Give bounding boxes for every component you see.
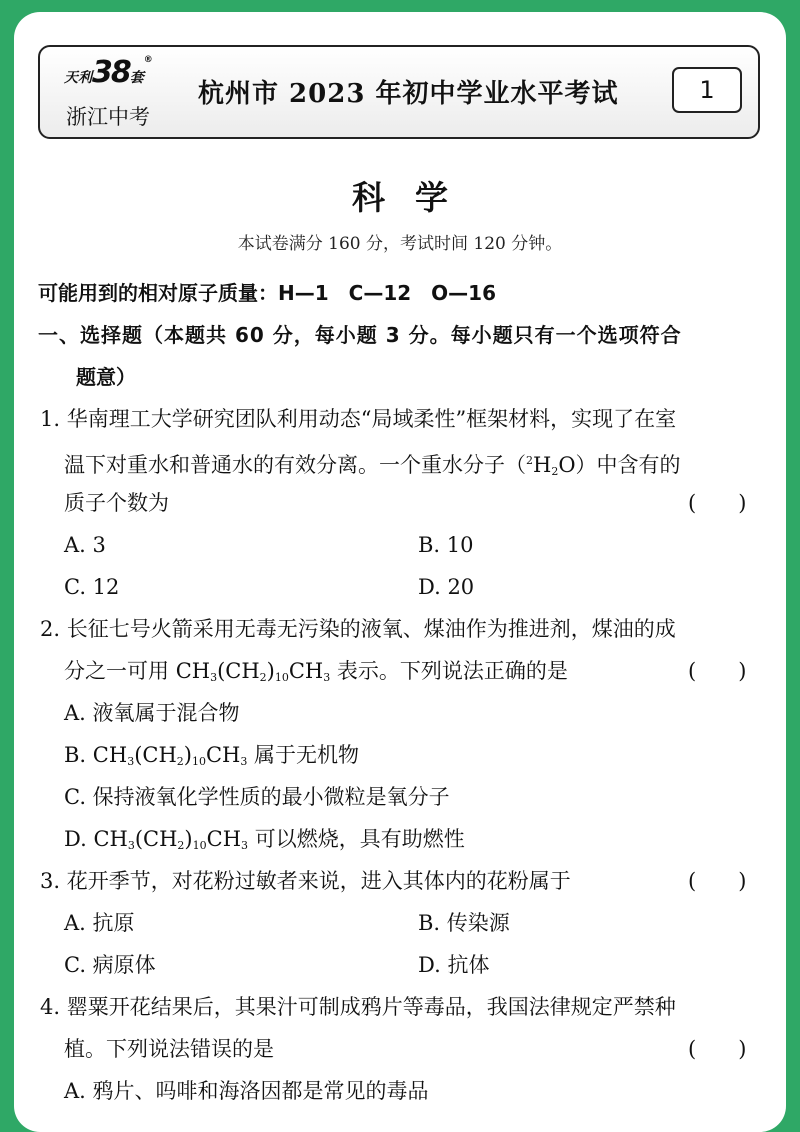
q3-option-b: B. 传染源 <box>418 911 510 935</box>
question-1-text: 1. 华南理工大学研究团队利用动态“局域柔性”框架材料，实现了在室 <box>40 407 677 431</box>
q3-option-c: C. 病原体 <box>64 953 156 977</box>
question-2-text-line2: 分之一可用 $CH_3(CH_2)_{10}CH_3$ 表示。下列说法正确的是 <box>64 659 568 684</box>
brand-logo <box>52 53 202 135</box>
brand-number: 38 <box>92 55 130 90</box>
subject-title: 科学 <box>352 178 478 217</box>
chemical-formula: $CH_3(CH_2)_{10}CH_3$ <box>175 659 331 684</box>
brand-wordmark <box>64 55 153 90</box>
question-2-text: 2. 长征七号火箭采用无毒无污染的液氧、煤油作为推进剂，煤油的成 <box>40 617 676 641</box>
answer-blank-q2: ( ) <box>688 659 747 683</box>
q2-option-b: B. $CH_3(CH_2)_{10}CH_3$ 属于无机物 <box>64 743 360 768</box>
q1-option-c: C. 12 <box>64 575 120 599</box>
question-3-text: 3. 花开季节，对花粉过敏者来说，进入其体内的花粉属于 <box>40 869 571 893</box>
exam-title: 杭州市 2023 年初中学业水平考试 <box>198 79 619 109</box>
answer-blank-q3: ( ) <box>688 869 747 893</box>
answer-blank-q1: ( ) <box>688 491 747 515</box>
question-4-text: 4. 罂粟开花结果后，其果汁可制成鸦片等毒品，我国法律规定严禁种 <box>40 995 676 1019</box>
q1-option-a: A. 3 <box>64 533 106 557</box>
section-heading: 一、选择题（本题共 60 分，每小题 3 分。每小题只有一个选项符合 <box>38 323 682 347</box>
question-4-text-line2: 植。下列说法错误的是 <box>64 1037 274 1061</box>
q2-option-a: A. 液氧属于混合物 <box>64 701 240 725</box>
brand-name-suffix: 套 <box>129 70 144 86</box>
exam-header <box>38 45 760 139</box>
q2-option-c: C. 保持液氧化学性质的最小微粒是氧分子 <box>64 785 450 809</box>
q1-option-d: D. 20 <box>418 575 475 599</box>
set-number-badge: 1 <box>672 67 742 113</box>
q3-option-a: A. 抗原 <box>64 911 135 935</box>
registered-mark: ® <box>143 55 153 65</box>
q2-option-d: D. $CH_3(CH_2)_{10}CH_3$ 可以燃烧，具有助燃性 <box>64 827 465 852</box>
section-heading-cont: 题意） <box>76 365 136 389</box>
answer-blank-q4: ( ) <box>688 1037 747 1061</box>
q3-option-d: D. 抗体 <box>418 953 490 977</box>
q4-option-a: A. 鸦片、吗啡和海洛因都是常见的毒品 <box>64 1079 429 1103</box>
question-1-text-line2: 温下对重水和普通水的有效分离。一个重水分子$(^2H_2O)$中含有的 <box>64 453 681 478</box>
atomic-mass-note: 可能用到的相对原子质量：H—1 C—12 O—16 <box>38 281 496 305</box>
brand-region: 浙江中考 <box>66 105 150 129</box>
question-1-text-line3: 质子个数为 <box>64 491 169 515</box>
exam-notice: 本试卷满分 160 分，考试时间 120 分钟。 <box>237 234 563 254</box>
q1-option-b: B. 10 <box>418 533 474 557</box>
brand-name-prefix: 天利 <box>64 70 92 86</box>
